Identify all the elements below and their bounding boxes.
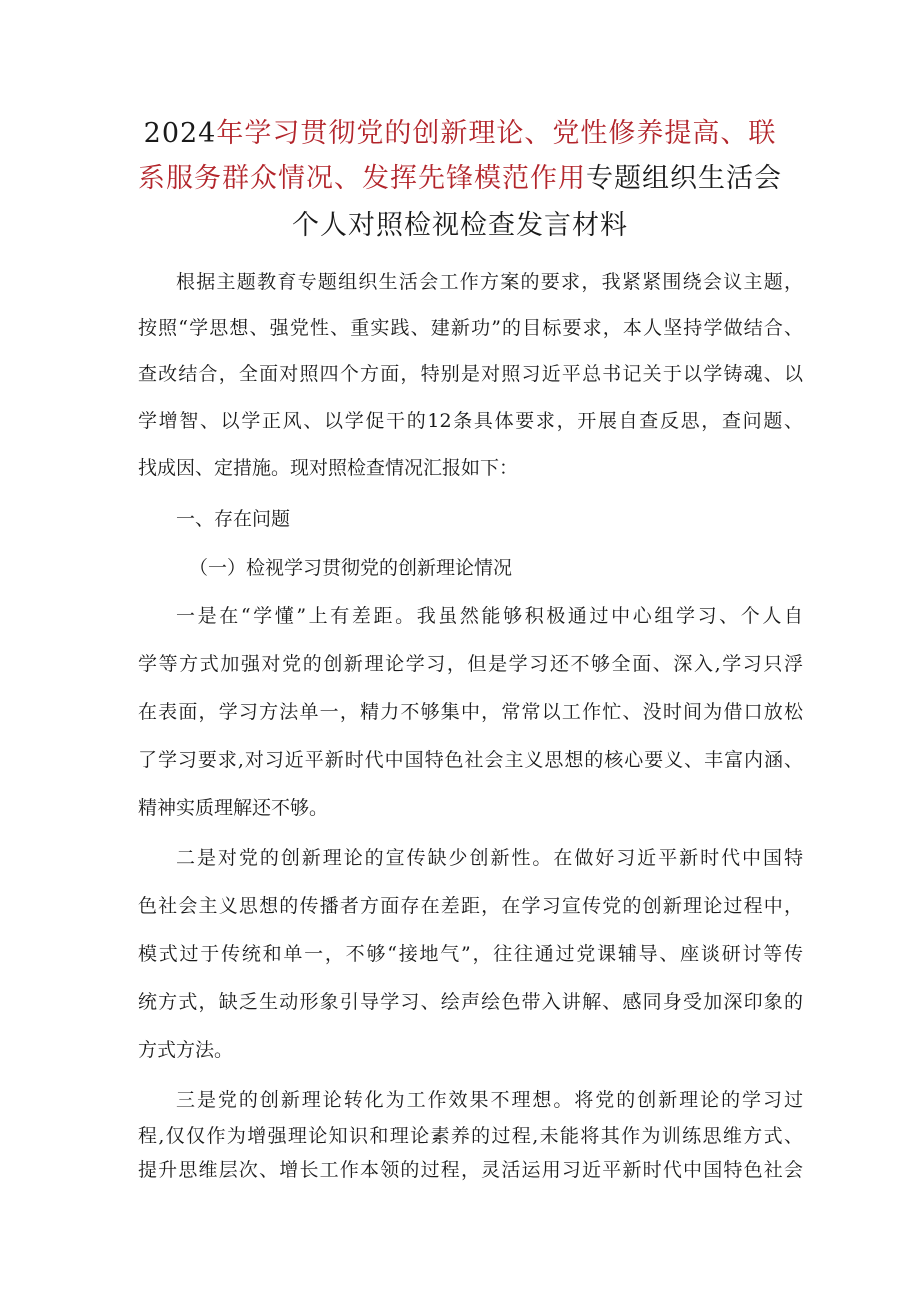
body-line: 查改结合，全面对照四个方面，特别是对照习近平总书记关于以学铸魂、以 <box>138 363 803 385</box>
body-line: 根据主题教育专题组织生活会工作方案的要求，我紧紧围绕会议主题， <box>176 271 803 293</box>
title-line-3 <box>110 204 810 248</box>
title-red-text-1: 年学习贯彻党的创新理论、党性修养提高、联 <box>216 118 777 149</box>
body-line: 色社会主义思想的传播者方面存在差距，在学习宣传党的创新理论过程中， <box>138 895 803 917</box>
body-line: 在表面，学习方法单一，精力不够集中，常常以工作忙、没时间为借口放松 <box>138 701 803 723</box>
body-line: 一是在“学懂”上有差距。我虽然能够积极通过中心组学习、个人自 <box>176 605 803 627</box>
body-line: 程,仅仅作为增强理论知识和理论素养的过程,未能将其作为训练思维方式、 <box>138 1125 803 1147</box>
body-line: 按照“学思想、强党性、重实践、建新功”的目标要求，本人坚持学做结合、 <box>138 317 803 339</box>
title-subtitle: 个人对照检视检查发言材料 <box>292 210 628 241</box>
subsection-heading: （一）检视学习贯彻党的创新理论情况 <box>189 557 513 579</box>
body-line: 找成因、定措施。现对照检查情况汇报如下： <box>138 457 519 479</box>
body-line: 精神实质理解还不够。 <box>138 797 329 819</box>
body-line: 学增智、以学正风、以学促干的12条具体要求，开展自查反思，查问题、 <box>138 410 803 432</box>
body-line: 统方式，缺乏生动形象引导学习、绘声绘色带入讲解、感同身受加深印象的 <box>138 991 803 1013</box>
body-line: 提升思维层次、增长工作本领的过程，灵活运用习近平新时代中国特色社会 <box>138 1159 803 1181</box>
body-line: 模式过于传统和单一，不够“接地气”，往往通过党课辅导、座谈研讨等传 <box>138 943 803 965</box>
body-line: 了学习要求,对习近平新时代中国特色社会主义思想的核心要义、丰富内涵、 <box>138 749 803 771</box>
body-line: 方式方法。 <box>138 1039 234 1061</box>
title-year: 2024 <box>143 118 217 149</box>
title-dark-text-2: 专题组织生活会 <box>586 163 782 194</box>
body-line: 二是对党的创新理论的宣传缺少创新性。在做好习近平新时代中国特 <box>176 847 803 869</box>
body-line: 三是党的创新理论转化为工作效果不理想。将党的创新理论的学习过 <box>176 1089 803 1111</box>
title-line-2 <box>110 157 810 201</box>
section-heading: 一、存在问题 <box>176 508 291 530</box>
title-line-1 <box>110 112 810 156</box>
body-line: 学等方式加强对党的创新理论学习，但是学习还不够全面、深入,学习只浮 <box>138 653 803 675</box>
title-red-text-2: 系服务群众情况、发挥先锋模范作用 <box>138 163 586 194</box>
